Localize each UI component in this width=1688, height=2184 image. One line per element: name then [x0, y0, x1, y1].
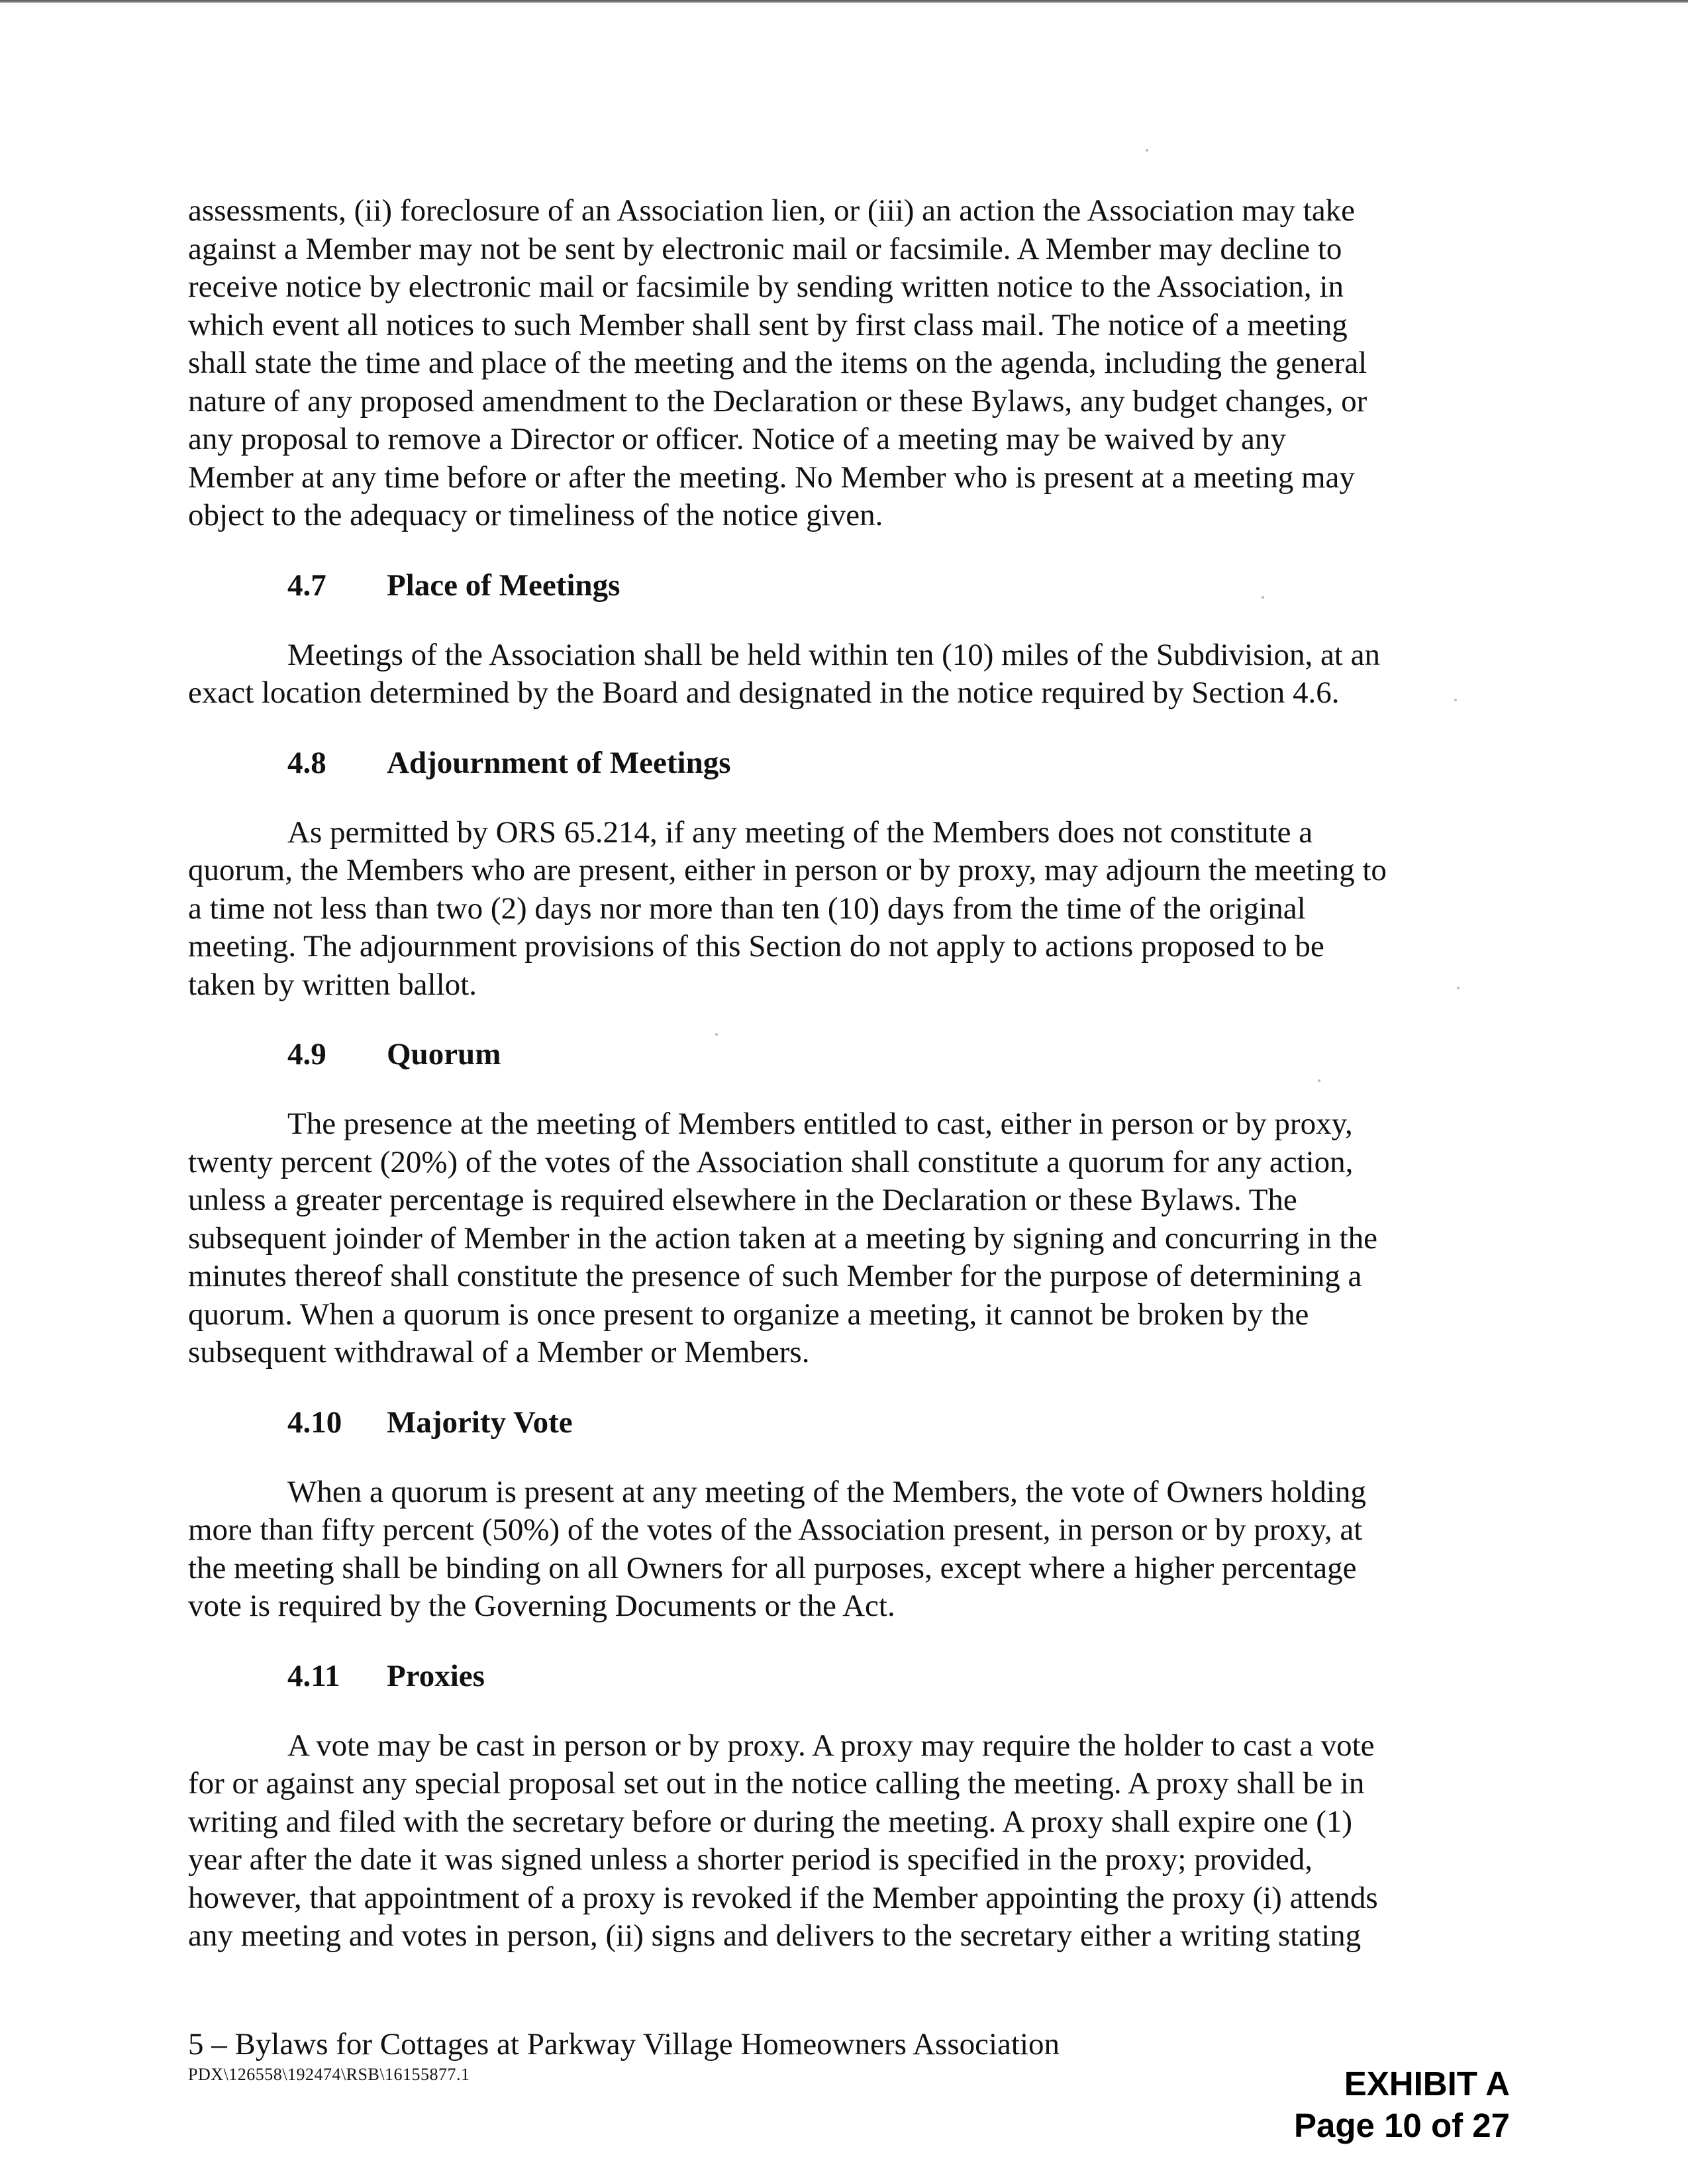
section-heading-4-8 — [287, 744, 1513, 782]
section-number: 4.7 — [287, 568, 326, 603]
scan-speck — [1262, 596, 1264, 599]
section-heading-4-9 — [287, 1036, 1513, 1073]
paragraph-majority-vote: When a quorum is present at any meeting of the Members, the vote of Owners holding more than fifty percent (50%) of the votes of the Association present, in person or by proxy, at the meeting shall be binding on all Owners for all purposes, except where a higher percentage vote is required by the Governing Documents or the Act. — [188, 1474, 1366, 1623]
page-footer — [188, 2026, 1060, 2087]
exhibit-label: EXHIBIT A — [1344, 2065, 1510, 2103]
section-heading-4-7 — [287, 567, 1513, 605]
exhibit-page-number: Page 10 of 27 — [1294, 2107, 1510, 2144]
section-title: Quorum — [387, 1037, 501, 1071]
scan-speck — [1457, 987, 1460, 989]
scan-speck — [1146, 149, 1148, 152]
exhibit-stamp — [1271, 2063, 1510, 2146]
section-heading-4-11 — [287, 1658, 1513, 1695]
paragraph-adjournment: As permitted by ORS 65.214, if any meeting of the Members does not constitute a quorum, the Members who are present, either in person or by proxy, may adjourn the meeting to a time not less than two (2) days nor more than ten (10) days from the time of the original meeting. The adjournment provisions of this Section do not apply to actions proposed to be taken by written ballot. — [188, 815, 1387, 1002]
section-number: 4.8 — [287, 745, 326, 780]
footer-title: 5 – Bylaws for Cottages at Parkway Village Homeowners Association — [188, 2027, 1060, 2061]
scan-top-border — [0, 0, 1688, 3]
section-number: 4.11 — [287, 1658, 340, 1693]
paragraph-notice-continued: assessments, (ii) foreclosure of an Association lien, or (iii) an action the Association may take against a Member may not be sent by electronic mail or facsimile. A Member may decline to receive notice by electronic mail or facsimile by sending written notice to the Association, in which event all notices to such Member shall sent by first class mail. The notice of a meeting shall state the time and place of the meeting and the items on the agenda, including the general nature of any proposed amendment to the Declaration or these Bylaws, any budget changes, or any proposal to remove a Director or officer. Notice of a meeting may be waived by any Member at any time before or after the meeting. No Member who is present at a meeting may object to the adequacy or timeliness of the notice given. — [188, 193, 1367, 532]
paragraph-quorum: The presence at the meeting of Members entitled to cast, either in person or by proxy, twenty percent (20%) of the votes of the Association shall constitute a quorum for any action, unless a greater percentage is required elsewhere in the Declaration or these Bylaws. The subsequent joinder of Member in the action taken at a meeting by signing and concurring in the minutes thereof shall constitute the presence of such Member for the purpose of determining a quorum. When a quorum is once present to organize a meeting, it cannot be broken by the subsequent withdrawal of a Member or Members. — [188, 1107, 1377, 1369]
scan-speck — [715, 1033, 718, 1036]
section-title: Place of Meetings — [387, 568, 621, 603]
paragraph-proxies: A vote may be cast in person or by proxy. A proxy may require the holder to cast a vote for or against any special proposal set out in the notice calling the meeting. A proxy shall be in writing and filed with the secretary before or during the meeting. A proxy shall expire one (1) year after the date it was signed unless a shorter period is specified in the proxy; provided, however, that appointment of a proxy is revoked if the Member appointing the proxy (i) attends any meeting and votes in person, (ii) signs and delivers to the secretary either a writing stating — [188, 1728, 1378, 1953]
section-title: Proxies — [387, 1658, 485, 1693]
document-page — [188, 192, 1513, 1956]
scan-speck — [1318, 1079, 1320, 1082]
section-title: Majority Vote — [387, 1405, 573, 1440]
scan-speck — [1454, 699, 1457, 701]
footer-doc-ref: PDX\126558\192474\RSB\16155877.1 — [188, 2065, 470, 2084]
paragraph-place-of-meetings: Meetings of the Association shall be held within ten (10) miles of the Subdivision, at an exact location determined by the Board and designated in the notice required by Section 4.6. — [188, 637, 1380, 710]
section-number: 4.9 — [287, 1037, 326, 1071]
section-heading-4-10 — [287, 1404, 1513, 1442]
section-number: 4.10 — [287, 1405, 342, 1440]
section-title: Adjournment of Meetings — [387, 745, 731, 780]
